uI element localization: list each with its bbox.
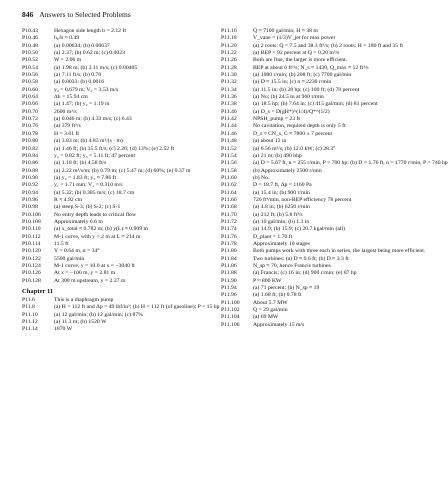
answer-entry — [22, 43, 214, 50]
answer-text: (b) No. — [253, 174, 270, 181]
answer-text: (a) D = 5.67 ft, n = 255 r/min, P = 700 hp; (b) D = 1.76 ft, n = 1770 r/min, P = 740 hp — [253, 160, 448, 167]
answer-entry — [22, 241, 214, 248]
answer-entry — [221, 160, 448, 167]
problem-number: P11.100 — [221, 299, 240, 306]
answer-text: M-1 curve, y = 10.0 at x = −3040 ft — [54, 263, 135, 269]
answer-text: (a) 0.00634; (b) 0.00637 — [54, 42, 110, 49]
answer-text: y₂ = 0.82 ft; y₃ = 5.11 ft; 47 percent — [54, 152, 136, 159]
answer-text: No cavitation, required depth is only 5 ft — [253, 123, 346, 130]
problem-number: P11.66 — [221, 196, 237, 203]
problem-number: P11.96 — [221, 292, 237, 299]
answer-text: At x = −100 m, y = 2.81 m — [54, 270, 116, 277]
answer-entry — [22, 234, 214, 241]
answer-entry — [221, 138, 413, 145]
answer-text: (a) No; (b) 24.5 in at 960 r/min — [253, 94, 324, 101]
answer-text: (a) H = 112 ft and Δp = 49 lbf/in²; (b) H = 112 ft (of gasoline); P = 15 hp — [54, 304, 220, 311]
problem-number: P10.70 — [22, 108, 38, 115]
answer-text: H = 3.01 ft — [54, 130, 80, 137]
answer-entry — [22, 160, 214, 167]
problem-number: P10.128 — [22, 277, 41, 284]
problem-number: P10.82 — [22, 145, 38, 152]
problem-number: P11.42 — [221, 116, 237, 123]
answer-text: (a) 3.83 m; (b) 4.83 m³/(s · m) — [54, 138, 123, 145]
problem-number: P11.44 — [221, 123, 237, 130]
problem-number: P11.102 — [221, 307, 240, 314]
answer-entry — [221, 270, 413, 277]
problem-number: P11.48 — [221, 138, 237, 145]
answer-entry — [22, 35, 214, 42]
problem-number: P10.84 — [22, 152, 38, 159]
answer-text: (a) 1080 r/min; (b) 208 ft; (c) 7700 gal/min — [253, 72, 352, 79]
answer-text: h₀/b ≈ 0.49 — [54, 35, 80, 42]
answer-text: M-1 curve, with y = 2 m at L ≈ 214 m — [54, 233, 141, 240]
answer-entry — [221, 146, 413, 153]
answer-entry — [221, 168, 413, 175]
answer-text: Both are fine, the larger is more efficient. — [253, 57, 348, 64]
answer-text: (a) 1.18 ft; (b) 4.58 ft/s — [54, 160, 107, 167]
answer-text: (a) 1.46 ft; (b) 15.5 ft/s; (c) 2.26; (d) 13%; (e) 2.52 ft — [54, 145, 175, 152]
answer-text: (a) 11.3 m; (b) 1520 W — [54, 319, 107, 326]
answer-entry — [221, 182, 413, 189]
problem-number: P10.86 — [22, 160, 38, 167]
answer-entry — [22, 270, 214, 277]
problem-number: P10.88 — [22, 167, 38, 174]
problem-number: P10.52 — [22, 57, 38, 64]
problem-number: P10.124 — [22, 263, 41, 269]
problem-number: P11.68 — [221, 204, 237, 211]
answer-text: Approximately 15 m/s — [253, 321, 305, 328]
answer-entry — [221, 79, 413, 86]
answer-text: D_plant = 1.70 ft — [253, 233, 293, 240]
answer-text: (a) 212 ft; (b) 5.8 ft³/s — [253, 211, 303, 218]
answer-text: (a) 14.9; (b) 15.9; (c) 20.7 kgal/min (all) — [253, 226, 345, 233]
answer-entry — [221, 292, 413, 299]
answer-text: (a) 2.22 m³/s/m; (b) 0.79 m; (c) 5.47 m; (d) 60%; (e) 0.37 m — [54, 167, 191, 174]
problem-number: P11.62 — [221, 182, 237, 189]
answer-text: Q = 29 gal/min — [253, 307, 288, 314]
answer-entry — [221, 197, 413, 204]
answer-entry — [221, 109, 413, 116]
problem-number: P11.64 — [221, 189, 237, 196]
problem-number: P11.28 — [221, 64, 237, 71]
problem-number: P10.96 — [22, 196, 38, 203]
answer-text: (a) 0.046 m; (b) 4.33 m/s; (c) 6.43 — [54, 116, 132, 123]
answer-text: 2600 m³/s — [54, 108, 77, 115]
problem-number: P11.104 — [221, 314, 240, 321]
answer-entry — [22, 72, 214, 79]
answer-text: Δh = 15.94 cm — [54, 94, 88, 101]
problem-number: P10.114 — [22, 240, 41, 247]
answer-text: (a) 2.37; (b) 0.62 m; (c) 0.0023 — [54, 50, 125, 57]
answer-text: This is a diaphragm pump — [54, 297, 114, 304]
answer-text: (b) Approximately 2500 r/min — [253, 167, 322, 174]
answer-text: V_vane = (1/3)V_jet for max power — [253, 35, 336, 42]
problem-number: P10.56 — [22, 72, 38, 79]
answer-entry — [221, 43, 413, 50]
answer-entry — [22, 79, 214, 86]
problem-number: P11.20 — [221, 42, 237, 49]
problem-number: P11.94 — [221, 285, 237, 292]
answer-text: (a) steep S-3; (b) S-2; (c) S-1 — [54, 204, 121, 211]
problem-number: P11.6 — [22, 297, 35, 304]
problem-number: P10.112 — [22, 233, 41, 240]
answer-text: (a) 379 ft³/s — [54, 123, 81, 130]
problem-number: P10.94 — [22, 189, 38, 196]
answer-entry — [22, 28, 214, 35]
problem-number: P11.18 — [221, 35, 237, 42]
answer-text: Approximately 10 stages — [253, 240, 310, 247]
answer-entry — [22, 256, 214, 263]
answer-list-chapter-11-start — [22, 297, 220, 334]
answer-text: y₁ = 1.71 mm; V₁ = 0.310 m/s — [54, 182, 123, 189]
answer-text: (a) 71 percent; (b) N_sp ≈ 19 — [253, 285, 320, 292]
answer-entry — [221, 234, 413, 241]
answer-text: (a) 5.32; (b) 0.385 m/s; (c) 18.7 cm — [54, 189, 135, 196]
answer-text: (a) 7.11 ft/s; (b) 0.70 — [54, 72, 102, 79]
answer-entry — [22, 248, 214, 255]
problem-number: P11.14 — [22, 326, 38, 333]
problem-number: P10.72 — [22, 116, 38, 123]
problem-number: P10.46 — [22, 35, 38, 42]
problem-number: P11.32 — [221, 79, 237, 86]
answer-entry — [22, 94, 214, 101]
answer-entry — [22, 123, 214, 130]
problem-number: P11.60 — [221, 174, 237, 181]
right-column — [221, 28, 448, 334]
problem-number: P10.126 — [22, 270, 41, 277]
answer-entry — [22, 263, 214, 270]
answer-entry — [22, 87, 214, 94]
problem-number: P11.10 — [22, 311, 38, 318]
problem-number: P10.108 — [22, 218, 41, 225]
answer-text: Approximately 6.6 m — [54, 218, 103, 225]
answer-entry — [221, 131, 413, 138]
problem-number: P10.54 — [22, 64, 38, 71]
answer-text: 5500 gal/min — [54, 255, 85, 262]
problem-number: P11.36 — [221, 94, 237, 101]
problem-number: P11.54 — [221, 152, 237, 159]
answer-entry — [22, 190, 214, 197]
answer-entry — [221, 212, 413, 219]
problem-number: P11.78 — [221, 240, 237, 247]
answer-text: 1870 W — [54, 326, 73, 333]
answer-entry — [221, 175, 413, 182]
problem-number: P11.84 — [221, 255, 237, 262]
answer-text: (a) 1.68 ft; (b) 0.78 ft — [253, 292, 302, 299]
problem-number: P11.86 — [221, 263, 237, 269]
answer-entry — [221, 248, 426, 255]
problem-number: P11.40 — [221, 108, 237, 115]
problem-number: P10.98 — [22, 204, 38, 211]
answer-entry — [221, 278, 413, 285]
answer-entry — [221, 101, 413, 108]
answer-entry — [221, 57, 413, 64]
problem-number: P10.66 — [22, 101, 38, 108]
answer-list-chapter-10 — [22, 28, 214, 285]
answer-entry — [22, 212, 214, 219]
problem-number: P11.76 — [221, 233, 237, 240]
answer-entry — [221, 300, 413, 307]
problem-number: P11.70 — [221, 211, 237, 218]
answer-entry — [22, 153, 214, 160]
answer-text: 11.5 ft — [54, 240, 69, 247]
answer-entry — [22, 175, 214, 182]
answer-text: 720 ft³/min, non-BEP efficiency 78 percent — [253, 196, 352, 203]
answer-entry — [221, 190, 413, 197]
answer-text: (a) 2 roots: Q = 7.5 and 38.3 ft³/s; (b) 2 roots: H = 180 ft and 35 ft — [253, 42, 403, 49]
answer-entry — [22, 278, 214, 285]
problem-number: P10.106 — [22, 211, 41, 218]
problem-number: P11.74 — [221, 226, 237, 233]
problem-number: P10.48 — [22, 42, 38, 49]
answer-entry — [221, 256, 413, 263]
problem-number: P10.110 — [22, 226, 41, 233]
answer-text: (a) 15.4 in; (b) 900 r/min — [253, 189, 310, 196]
problem-number: P10.122 — [22, 255, 41, 262]
problem-number: P11.22 — [221, 50, 237, 57]
answer-text: y₂ = 0.679 m; V₂ = 3.53 m/s — [54, 86, 119, 93]
problem-number: P10.60 — [22, 86, 38, 93]
answer-text: (a) 1.98 m; (b) 3.11 m/s; (c) 0.00405 — [54, 64, 138, 71]
problem-number: P11.52 — [221, 145, 237, 152]
answer-entry — [22, 116, 214, 123]
problem-number: P10.58 — [22, 79, 38, 86]
answer-text: (a) 69 MW — [253, 314, 279, 321]
answer-text: (a) Francis; (c) 16 in; (d) 900 r/min; (e) 87 hp — [253, 270, 357, 277]
answer-entry — [22, 312, 214, 319]
problem-number: P11.38 — [221, 101, 237, 108]
answer-text: About 5.7 MW — [253, 299, 288, 306]
answer-entry — [221, 65, 413, 72]
problem-number: P11.26 — [221, 57, 237, 64]
answer-entry — [221, 204, 413, 211]
answer-entry — [22, 138, 214, 145]
answer-text: N_sp ≈ 70, hence Francis turbines — [253, 263, 331, 269]
answer-text: Y = 0.64 m, α = 34° — [54, 248, 100, 255]
answer-text: (a) 12 gal/min; (b) 12 gal/min; (c) 87% — [54, 311, 143, 318]
answer-text: (a) 4.8 in; (b) 6250 r/min — [253, 204, 310, 211]
answer-entry — [22, 50, 214, 57]
problem-number: P11.88 — [221, 270, 237, 277]
answer-text: BEP at about 6 ft³/s; N_s ≈ 1430, Q_max ≈ 12 ft³/s — [253, 64, 369, 71]
answer-text: (a) D_s = D(gH*)^(1/4)/Q*^(1/2) — [253, 108, 330, 115]
answer-text: At 300 m upstream, y = 2.37 m — [54, 277, 126, 284]
problem-number: P10.92 — [22, 182, 38, 189]
answer-text: (a) x_total ≈ 0.782 m; (b) y(L) ≈ 0.909 m — [54, 226, 148, 233]
answer-entry — [22, 57, 214, 64]
problem-number: P11.72 — [221, 218, 237, 225]
problem-number: P10.50 — [22, 50, 38, 57]
answer-entry — [221, 322, 413, 329]
problem-number: P10.78 — [22, 130, 38, 137]
answer-text: NPSH_pump = 23 ft — [253, 116, 300, 123]
answer-text: Two turbines: (a) D ≈ 9.6 ft; (b) D ≈ 3.3 ft — [253, 255, 349, 262]
running-title: Answers to Selected Problems — [39, 10, 131, 19]
answer-text: (a) 10 gal/min; (b) 1.3 in — [253, 218, 310, 225]
answer-text: (a) D ≈ 15.5 in; (c) n ≈ 2230 r/min — [253, 79, 332, 86]
answer-text: D_s ≈ CN_s, C ≈ 7800 ± 7 percent — [253, 130, 333, 137]
answer-entry — [221, 123, 413, 130]
answer-entry — [22, 226, 214, 233]
answer-entry — [22, 204, 214, 211]
problem-number: P11.16 — [221, 28, 237, 34]
problem-number: P11.34 — [221, 86, 237, 93]
answer-entry — [22, 65, 214, 72]
answer-text: Both pumps work with three each in series, the largest being more efficient. — [253, 248, 426, 255]
answer-entry — [22, 168, 214, 175]
page-number: 846 — [22, 10, 34, 19]
problem-number: P10.90 — [22, 174, 38, 181]
answer-entry — [22, 182, 214, 189]
left-column — [22, 28, 220, 334]
answer-entry — [221, 87, 413, 94]
answer-text: R ≈ 4.92 cm — [54, 196, 83, 203]
answer-text: (a) 6.56 m³/s; (b) 12.0 kW; (c) 28.3° — [253, 145, 336, 152]
chapter-heading: Chapter 11 — [22, 288, 54, 296]
problem-number: P11.90 — [221, 277, 237, 284]
answer-list-chapter-11 — [221, 28, 448, 329]
problem-number: P11.106 — [221, 321, 240, 328]
answer-entry — [221, 226, 413, 233]
problem-number: P11.58 — [221, 167, 237, 174]
answer-entry — [221, 285, 413, 292]
problem-number: P10.64 — [22, 94, 38, 101]
answer-entry — [22, 146, 214, 153]
answer-columns — [22, 28, 448, 334]
problem-number: P10.43 — [22, 28, 38, 34]
answer-entry — [22, 319, 214, 326]
answer-text: W = 2.06 m — [54, 57, 82, 64]
answer-entry — [221, 307, 413, 314]
problem-number: P10.80 — [22, 138, 38, 145]
page-header — [22, 10, 411, 24]
problem-number: P10.120 — [22, 248, 41, 255]
problem-number: P11.46 — [221, 130, 237, 137]
answer-text: Q ≈ 7100 gal/min; H ≈ 38 m — [253, 28, 318, 34]
answer-text: (a) 1.47; (b) y₂ = 1.19 m — [54, 101, 110, 108]
problem-number: P11.56 — [221, 160, 237, 167]
answer-entry — [22, 326, 214, 333]
problem-number: P11.30 — [221, 72, 237, 79]
answer-entry — [221, 35, 413, 42]
answer-entry — [22, 304, 220, 311]
answer-text: P ≈ 800 KW — [253, 277, 282, 284]
answer-text: (a) 0.0033; (b) 0.0016 — [54, 79, 105, 86]
answer-text: No entry depth leads to critical flow — [54, 211, 137, 218]
answer-text: (a) 18.5 hp; (b) 7.64 in; (c) 415 gal/min; (d) 81 percent — [253, 101, 378, 108]
problem-number: P10.76 — [22, 123, 38, 130]
answer-text: (a) 11.5 in; (b) 28 hp; (c) 100 ft; (d) 78 percent — [253, 86, 360, 93]
answer-text: Hexagon side length b = 2.12 ft — [54, 28, 126, 34]
answer-text: (a) 21 m; (b) 490 bhp — [253, 152, 302, 159]
answer-entry — [22, 101, 214, 108]
problem-number: P11.12 — [22, 319, 38, 326]
problem-number: P11.80 — [221, 248, 237, 255]
problem-number: P11.8 — [22, 304, 35, 311]
answer-text: (a) BEP = 92 percent at Q = 0.20 m³/s — [253, 50, 340, 57]
answer-entry — [221, 314, 413, 321]
answer-text: (a) y₂ = 1.83 ft; y₃ ≈ 7.86 ft — [54, 174, 117, 181]
answer-text: (a) about 12 in — [253, 138, 287, 145]
answer-text: D = 18.7 ft, Δp = 1160 Pa — [253, 182, 312, 189]
